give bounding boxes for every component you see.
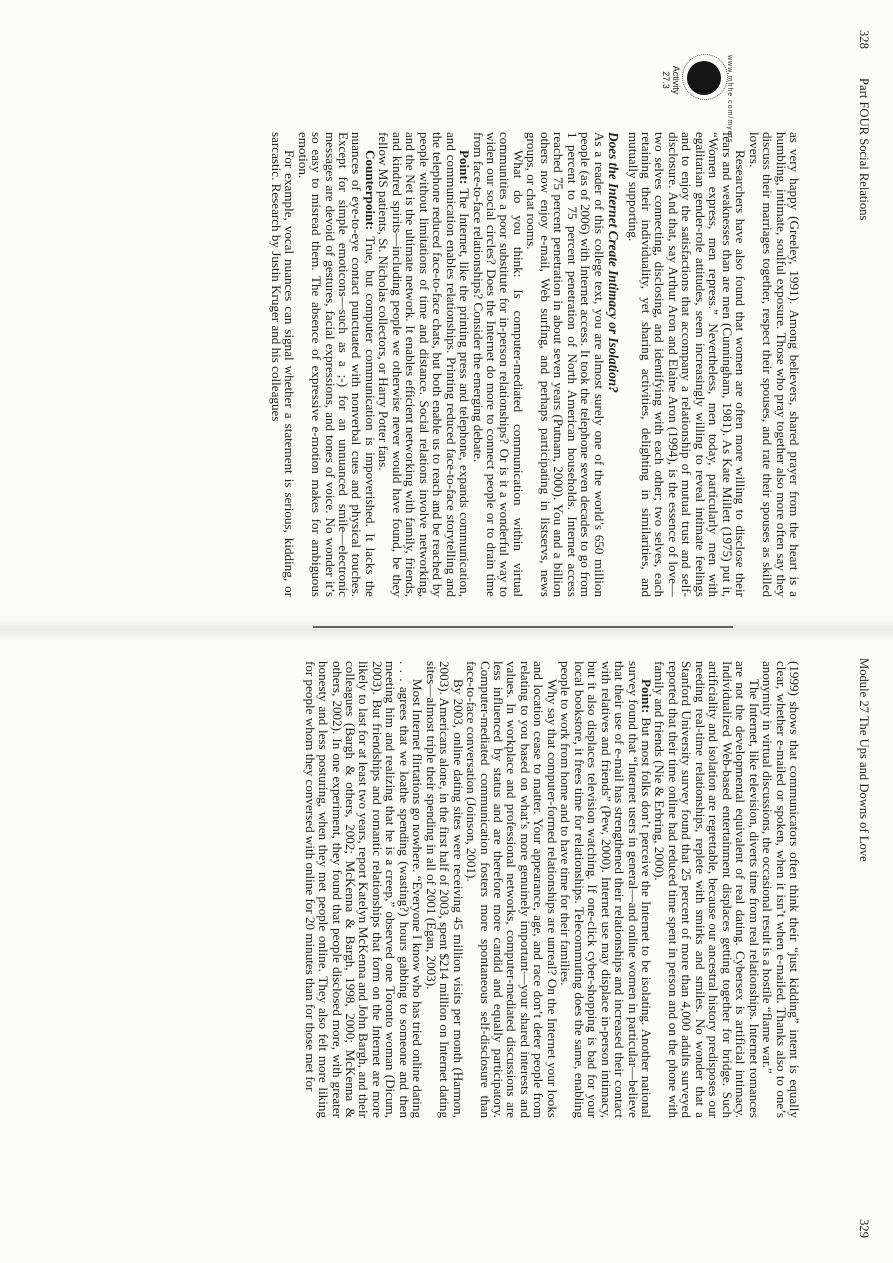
activity-label: Activity (671, 65, 681, 95)
activity-ring (682, 54, 728, 100)
right-page-number: 329 (857, 1219, 871, 1238)
left-running-head-title: Part FOUR Social Relations (857, 78, 871, 221)
body-paragraph: Why say that computer-formed relationships are unreal? On the Internet your looks and location cease to matter. Your appearance, age, and race don’t deter people from relating to you based on what’s more genuinely important—your shared interests and values. In workplace and professional networks, computer-mediated discussions are less influenced by status and are therefore more candid and equally participatory. Computer-mediated communication fosters more spontaneous self-disclosure than face-to-face conversation (Joinson, 2001). (464, 661, 560, 1118)
right-page (0, 640, 893, 1263)
globe-icon (687, 55, 733, 144)
point-paragraph (559, 661, 653, 1118)
body-paragraph: Researchers have also found that women are often more willing to disclose their fears and weaknesses than are men (Cunningham, 1981). As Kate Millett (1975) put it, “Women express, men repress.” Nevertheless, men today, particularly men with egalitarian gender-role attitudes, seem increasingly willing to reveal intimate feelings and to enjoy the satisfactions that accompany a relationship of mutual trust and self-disclosure. And that, say Arthur Aron and Elaine Aron (1994), is the essence of love—two selves connecting, disclosing, and identifying with each other; two selves, each retaining their individuality, yet sharing activities, delighting in similarities, and mutually supporting. (625, 132, 749, 597)
left-page-number: 328 (857, 30, 871, 49)
gutter-rule (313, 626, 733, 628)
activity-badge[interactable] (661, 52, 733, 144)
right-running-head-title: Module 27 The Ups and Downs of Love (857, 658, 871, 862)
book-gutter (0, 620, 893, 640)
body-paragraph: Most Internet flirtations go nowhere. “Everyone I know who has tried online dating . . . agrees that we loathe spending (wasting?) hours gabbing to someone and then meeting him and realizing that he is a creep,” observed one Toronto woman (Dicum, 2003). But friendships and romantic relationships that form on the Internet are more likely to last for at least two years, report Katelyn McKenna and John Bargh, and their colleagues (Bargh & others, 2002; McKenna & Bargh, 1998, 2000; McKenna & others, 2002). In one experiment, they found that people disclosed more, with greater honesty and less posturing, when they met people online. They also felt more liking for people whom they conversed with online for 20 minutes than for those met for (302, 661, 426, 1118)
left-page (0, 0, 893, 620)
point-lead: Point: (639, 679, 655, 714)
body-paragraph: By 2003, online dating sites were receiving 45 million visits per month (Harmon, 2003). Americans alone, in the first half of 2003, spent $214 million on Internet dating sites—almost triple their spending in all of 2001 (Egan, 2003). (423, 661, 466, 1118)
counterpoint-lead: Counterpoint: (362, 150, 378, 231)
counterpoint-text: True, but computer communication is impoverished. It lacks the nuances of eye-to-eye contact punctuated with nonverbal cues and physical touches. Except for simple emoticons—such as a ;-) for an unnuanced smile—electronic messages are devoid of gestures, facial expressions, and tones of voice. No wonder it’s so easy to misread them. The absence of expressive e-motion makes for ambiguous emotion. (295, 132, 378, 597)
section-heading: Does the Internet Create Intimacy or Isolation? (606, 132, 622, 393)
activity-ring-text: www.mhhe.com/myers (726, 55, 733, 144)
body-paragraph: For example, vocal nuances can signal whether a statement is serious, kidding, or sarcastic. Research by Justin Kruger and his colleagues (268, 132, 298, 597)
right-running-head (856, 658, 871, 1238)
point-lead: Point: (457, 150, 473, 185)
body-paragraph: (1999) shows that communicators often think their “just kidding” intent is equally clear, whether e-mailed or spoken, when it isn’t when e-mailed. Thanks also to one’s anonymity in virtual discussions, the occasional result is a hostile “flame war.” (760, 661, 802, 1118)
right-text-column (303, 661, 801, 1118)
counterpoint-paragraph (296, 132, 377, 597)
left-running-head (856, 30, 871, 220)
point-text: The Internet, like the printing press and telephone, expands communication, and communication enables relationships. Printing reduced face-to-face storytelling and the telephone reduced face-to-face chats, but both enable us to reach and be reached by people without limitations of time and distance. Social relations involve networking, and the Net is the ultimate network. It enables efficient networking with family, friends, and kindred spirits—including people we otherwise never would have found, be they fellow MS patients, St. Nicholas collectors, or Harry Potter fans. (376, 132, 473, 597)
body-paragraph: The Internet, like television, diverts time from real relationships. Internet romances are not the developmental equivalent of real dating. Cybersex is artificial intimacy. Individualized Web-based entertainment displaces getting together for bridge. Such artificiality and isolation are regrettable, because our ancestral history predisposes our needing real-time relationships, replete with smirks and smiles. No wonder that a Stanford University survey found that 25 percent of more than 4,000 adults surveyed reported that their time online had reduced time spent in person and on the phone with family and friends (Nie & Erbring, 2000). (652, 661, 762, 1118)
activity-number: 27.3 (661, 71, 671, 89)
body-paragraph: As a reader of this college text, you are almost surely one of the world’s 650 million people (as of 2006) with Internet access. It took the telephone seven decades to go from 1 percent to 75 percent penetration of North American households. Internet access reached 75 percent penetration in about seven years (Putnam, 2000). You and a billion others now enjoy e-mail, Web surfing, and perhaps participating in listservs, news groups, or chat rooms. (524, 132, 607, 597)
point-paragraph (377, 132, 471, 597)
activity-label-block (661, 52, 681, 108)
left-text-column (269, 132, 801, 597)
body-paragraph: as very happy (Greeley, 1991). Among believers, shared prayer from the heart is a humbling, intimate, soulful exposure. Those who pray together also more often say they discuss their marriages together, respect their spouses, and rate their spouses as skilled lovers. (746, 132, 802, 597)
point-text: But most folks don’t perceive the Internet to be isolating. Another national survey found that “Internet users in general—and online women in particular—believe that their use of e-mail has strengthened their relationships and increased their contact with relatives and friends” (Pew, 2000). Internet use may displace in-person intimacy, but it also displaces television watching. If one-click cyber-shopping is bad for your local bookstore, it frees time for relationships. Telecommuting does the same, enabling people to work from home and to have time for their families. (558, 661, 655, 1118)
body-paragraph: What do you think: Is computer-mediated communication within virtual communities a poor substitute for in-person relationships? Or is it a wonderful way to widen our social circles? Does the Internet do more to connect people or to drain time from face-to-face relationships? Consider the emerging debate. (470, 132, 526, 597)
